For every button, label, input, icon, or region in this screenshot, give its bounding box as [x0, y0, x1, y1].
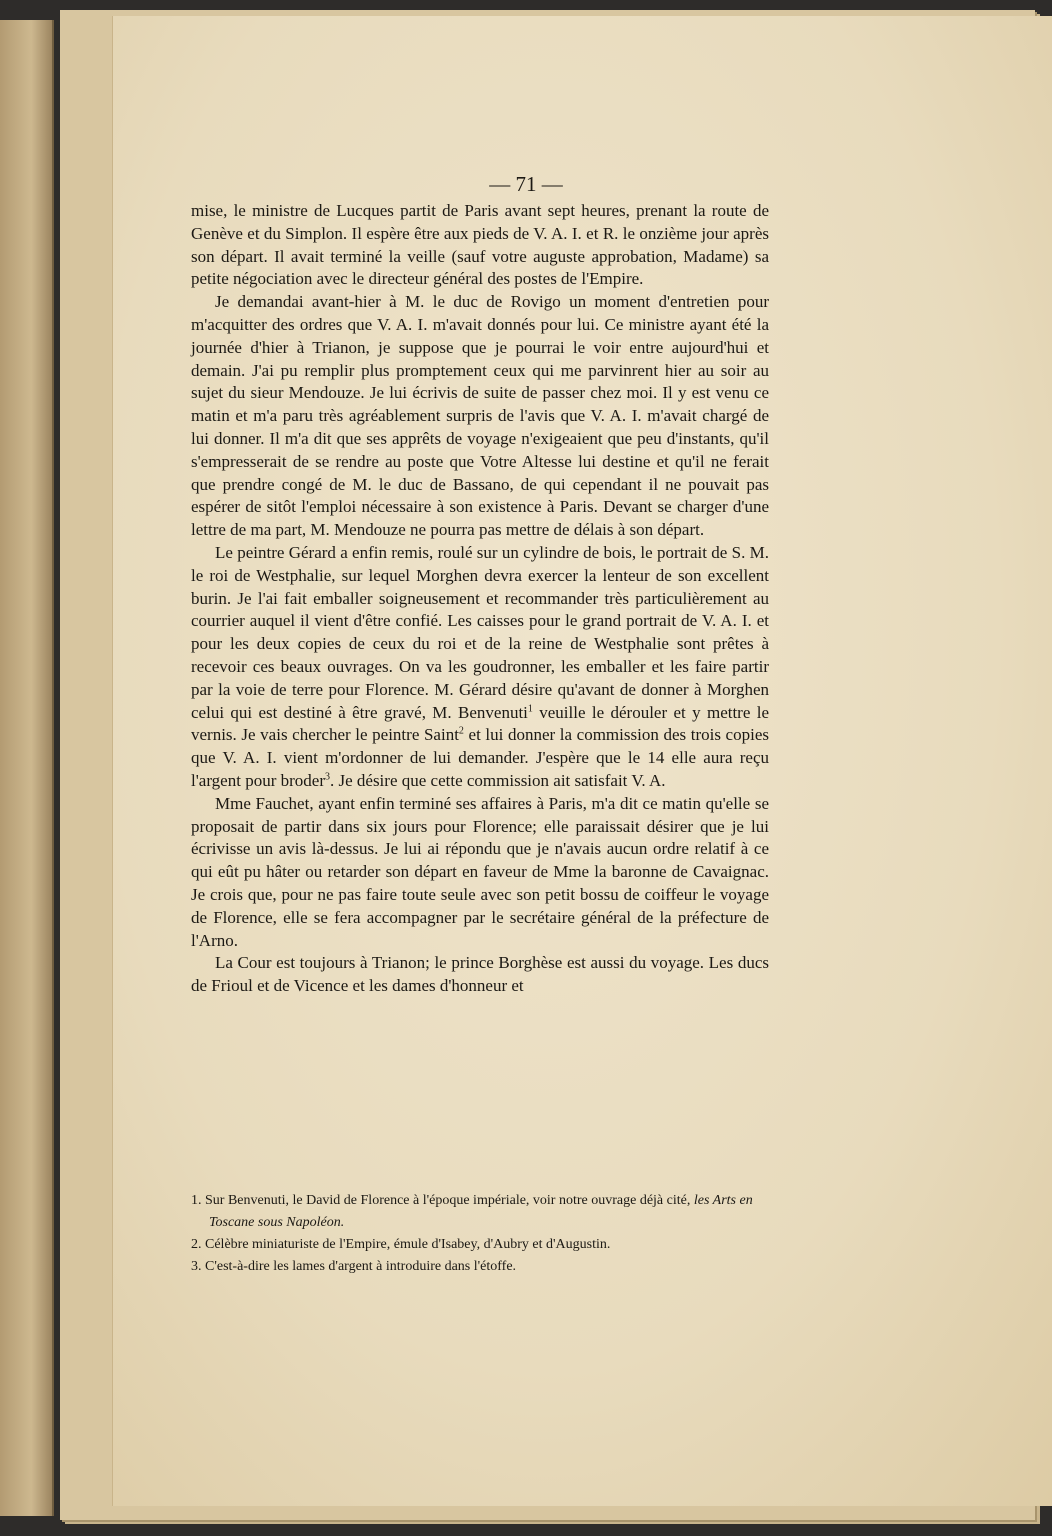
footnote-number: 1.	[191, 1193, 202, 1208]
body-text	[191, 200, 769, 998]
footnote-2	[191, 1234, 773, 1256]
footnote-title: les Arts en Toscane sous Napoléon.	[209, 1193, 753, 1230]
footnote-1	[191, 1190, 773, 1234]
footnote-ref-2: 2	[458, 725, 464, 737]
paragraph-3-part-d: . Je désire que cette commission ait satisfait V. A.	[329, 770, 666, 790]
paragraph-1: mise, le ministre de Lucques partit de Paris avant sept heures, prenant la route de Genève et du Simplon. Il espère être aux pieds de V. A. I. et R. le onzième jour après son départ. Il avait terminé la veille (sauf votre auguste approbation, Madame) sa petite négociation avec le directeur général des postes de l'Empire.	[191, 201, 769, 289]
footnote-ref-1: 1	[527, 702, 533, 714]
page-number: — 71 —	[489, 172, 563, 196]
footnote-number: 3.	[191, 1259, 202, 1274]
paragraph-2: Je demandai avant-hier à M. le duc de Rovigo un moment d'entretien pour m'acquitter des ordres que V. A. I. m'avait donnés pour lui. Ce ministre ayant été la journée d'hier à Trianon, je suppose que je pourrai le voir entre aujourd'hui et demain. J'ai pu remplir plus promptement ceux qui me parvinrent hier au soir au sujet du sieur Mendouze. Je lui écrivis de suite de passer chez moi. Il y est venu ce matin et m'a paru très agréablement surpris de l'avis que V. A. I. m'avait chargé de lui donner. Il m'a dit que ses apprêts de voyage n'exigeaient que peu d'instants, qu'il s'empresserait de se rendre au poste que Votre Altesse lui destine et qu'il ne ferait que prendre congé de M. le duc de Bassano, de qui cependant il ne pouvait pas espérer de sitôt l'emploi nécessaire à son existence à Paris. Devant se charger d'une lettre de ma part, M. Mendouze ne pourra pas mettre de délais à son départ.	[191, 292, 769, 540]
paragraph-3-part-c: et lui donner la commission des trois copies que V. A. I. vient m'ordonner de lui demander. J'espère que le 14 elle aura reçu l'argent pour broder	[191, 725, 769, 790]
paragraph-4: Mme Fauchet, ayant enfin terminé ses affaires à Paris, m'a dit ce matin qu'elle se proposait de partir dans six jours pour Florence; elle paraissait désirer que je lui écrivisse un avis là-dessus. Je lui ai répondu que je n'avais aucun ordre relatif à ce qui eût pu hâter ou retarder son départ en faveur de Mme la baronne de Cavaignac. Je crois que, pour ne pas faire toute seule avec son petit bossu de coiffeur le voyage de Florence, elle se fera accompagner par le secrétaire général de la préfecture de l'Arno.	[191, 793, 769, 950]
footnote-text: Sur Benvenuti, le David de Florence à l'époque impériale, voir notre ouvrage déjà cité,	[205, 1193, 694, 1208]
footnote-3	[191, 1256, 773, 1278]
paragraph-3-part-b: veuille le dérouler et y mettre le vernis. Je vais chercher le peintre Saint	[191, 702, 770, 745]
footnote-text: Célèbre miniaturiste de l'Empire, émule d'Isabey, d'Aubry et d'Augustin.	[205, 1237, 611, 1252]
paragraph-3	[191, 542, 769, 793]
footnote-ref-3: 3	[324, 771, 330, 783]
footnote-text: C'est-à-dire les lames d'argent à introduire dans l'étoffe.	[205, 1259, 517, 1274]
footnotes	[191, 1190, 773, 1278]
paragraph-3-part-a: Le peintre Gérard a enfin remis, roulé sur un cylindre de bois, le portrait de S. M. le roi de Westphalie, sur lequel Morghen devra exercer la lenteur de son excellent burin. Je l'ai fait emballer soigneusement et recommander très particulièrement au courrier auquel il vient d'être confié. Les caisses pour le grand portrait de V. A. I. et pour les deux copies de ceux du roi et de la reine de Westphalie sont prêtes à recevoir ces beaux ouvrages. On va les goudronner, les emballer et les faire partir par la voie de terre pour Florence. M. Gérard désire qu'avant de donner à Morghen celui qui est destiné à être gravé, M. Benvenuti	[191, 542, 769, 722]
left-page-edge	[0, 20, 54, 1516]
footnote-number: 2.	[191, 1237, 202, 1252]
paragraph-5: La Cour est toujours à Trianon; le prince Borghèse est aussi du voyage. Les ducs de Frioul et de Vicence et les dames d'honneur et	[191, 953, 769, 996]
